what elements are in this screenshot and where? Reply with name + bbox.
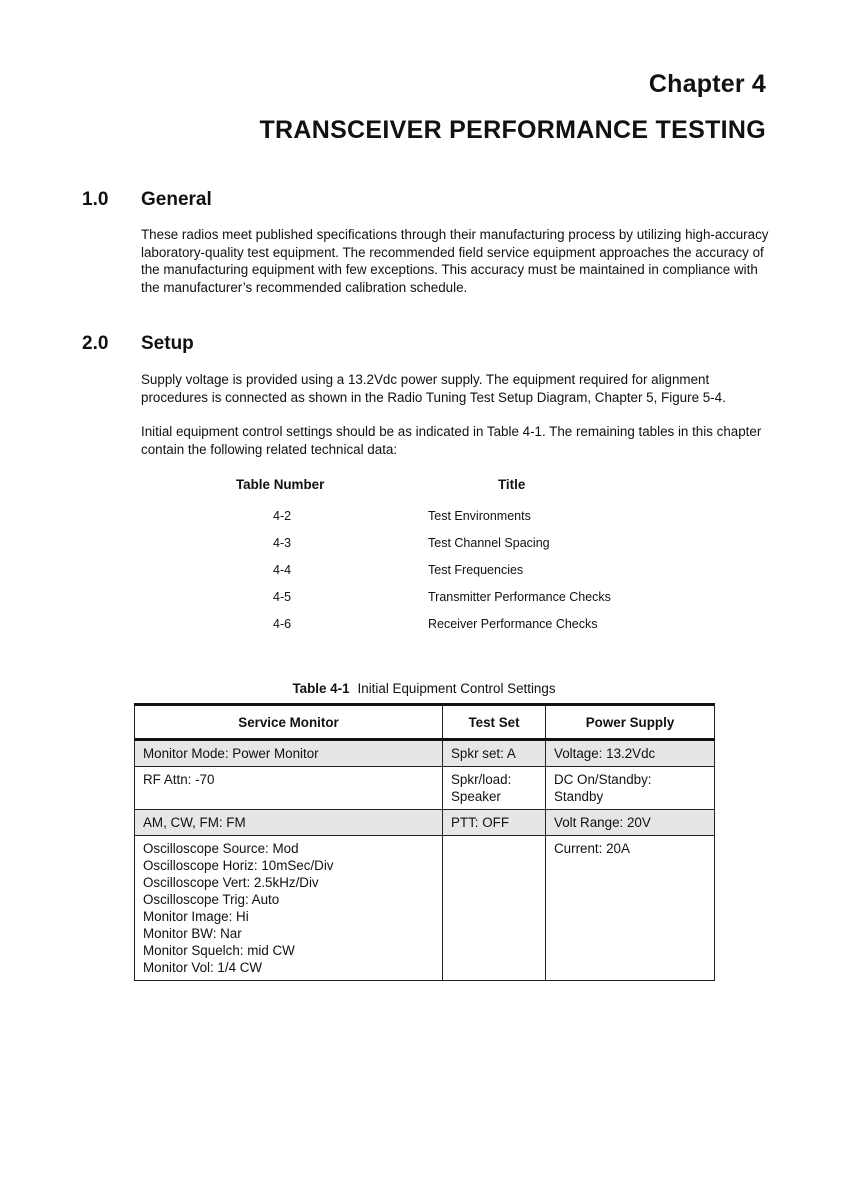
table-header-row [135, 705, 715, 740]
setup-paragraph-2: Initial equipment control settings should be as indicated in Table 4-1. The remaining tables in this chapter contain the following related technical data: [141, 424, 762, 457]
table-number-header: Table Number [236, 477, 325, 492]
equipment-settings-table [134, 703, 715, 981]
chapter-title: TRANSCEIVER PERFORMANCE TESTING [259, 116, 766, 144]
table-list-number: 4-3 [273, 536, 292, 550]
cell-test-set: Spkr/load: Speaker [443, 767, 546, 810]
table-row [135, 740, 715, 767]
cell-service-monitor: RF Attn: -70 [135, 767, 443, 810]
cell-power-supply: Voltage: 13.2Vdc [546, 740, 715, 767]
cell-power-supply: Current: 20A [546, 836, 715, 981]
table-list-number: 4-5 [273, 590, 292, 604]
cell-power-supply: Volt Range: 20V [546, 810, 715, 836]
table-list-title: Test Frequencies [428, 563, 524, 577]
table-row [135, 767, 715, 810]
cell-service-monitor: Oscilloscope Source: Mod Oscilloscope Horiz: 10mSec/Div Oscilloscope Vert: 2.5kHz/Div Oscilloscope Trig: Auto Monitor Image: Hi Monitor BW: Nar Monitor Squelch: mid CW Monitor Vol: 1/4 CW [135, 836, 443, 981]
cell-test-set: Spkr set: A [443, 740, 546, 767]
table-title-header: Title [498, 477, 526, 492]
table-list-number: 4-4 [273, 563, 292, 577]
table-row [135, 836, 715, 981]
header-test-set: Test Set [443, 705, 546, 740]
section-number-general: 1.0 [82, 189, 109, 210]
chapter-label: Chapter 4 [648, 70, 766, 98]
cell-power-supply: DC On/Standby: Standby [546, 767, 715, 810]
table-list-number: 4-6 [273, 617, 292, 631]
header-power-supply: Power Supply [546, 705, 715, 740]
general-paragraph: These radios meet published specifications through their manufacturing process by utilizing high-accuracy laboratory-quality test equipment. The recommended field service equipment approaches the accuracy of the manufacturing equipment with few exceptions. This accuracy must be maintained in compliance with the manufacturer’s recommended calibration schedule. [141, 227, 769, 295]
cell-test-set [443, 836, 546, 981]
table-list-title: Test Channel Spacing [428, 536, 550, 550]
cell-service-monitor: AM, CW, FM: FM [135, 810, 443, 836]
section-title-general: General [141, 189, 212, 210]
setup-paragraph-1: Supply voltage is provided using a 13.2Vdc power supply. The equipment required for alignment procedures is connected as shown in the Radio Tuning Test Setup Diagram, Chapter 5, Figure 5-4. [141, 372, 726, 405]
table-caption-label: Table 4-1 [292, 681, 350, 696]
table-caption-text: Initial Equipment Control Settings [357, 681, 556, 696]
table-list-title: Receiver Performance Checks [428, 617, 598, 631]
table-caption [0, 681, 848, 696]
header-service-monitor: Service Monitor [135, 705, 443, 740]
table-row [135, 810, 715, 836]
table-list-number: 4-2 [273, 509, 292, 523]
section-number-setup: 2.0 [82, 333, 109, 354]
table-list-title: Test Environments [428, 509, 531, 523]
cell-test-set: PTT: OFF [443, 810, 546, 836]
cell-service-monitor: Monitor Mode: Power Monitor [135, 740, 443, 767]
section-title-setup: Setup [141, 333, 194, 354]
table-list-title: Transmitter Performance Checks [428, 590, 611, 604]
